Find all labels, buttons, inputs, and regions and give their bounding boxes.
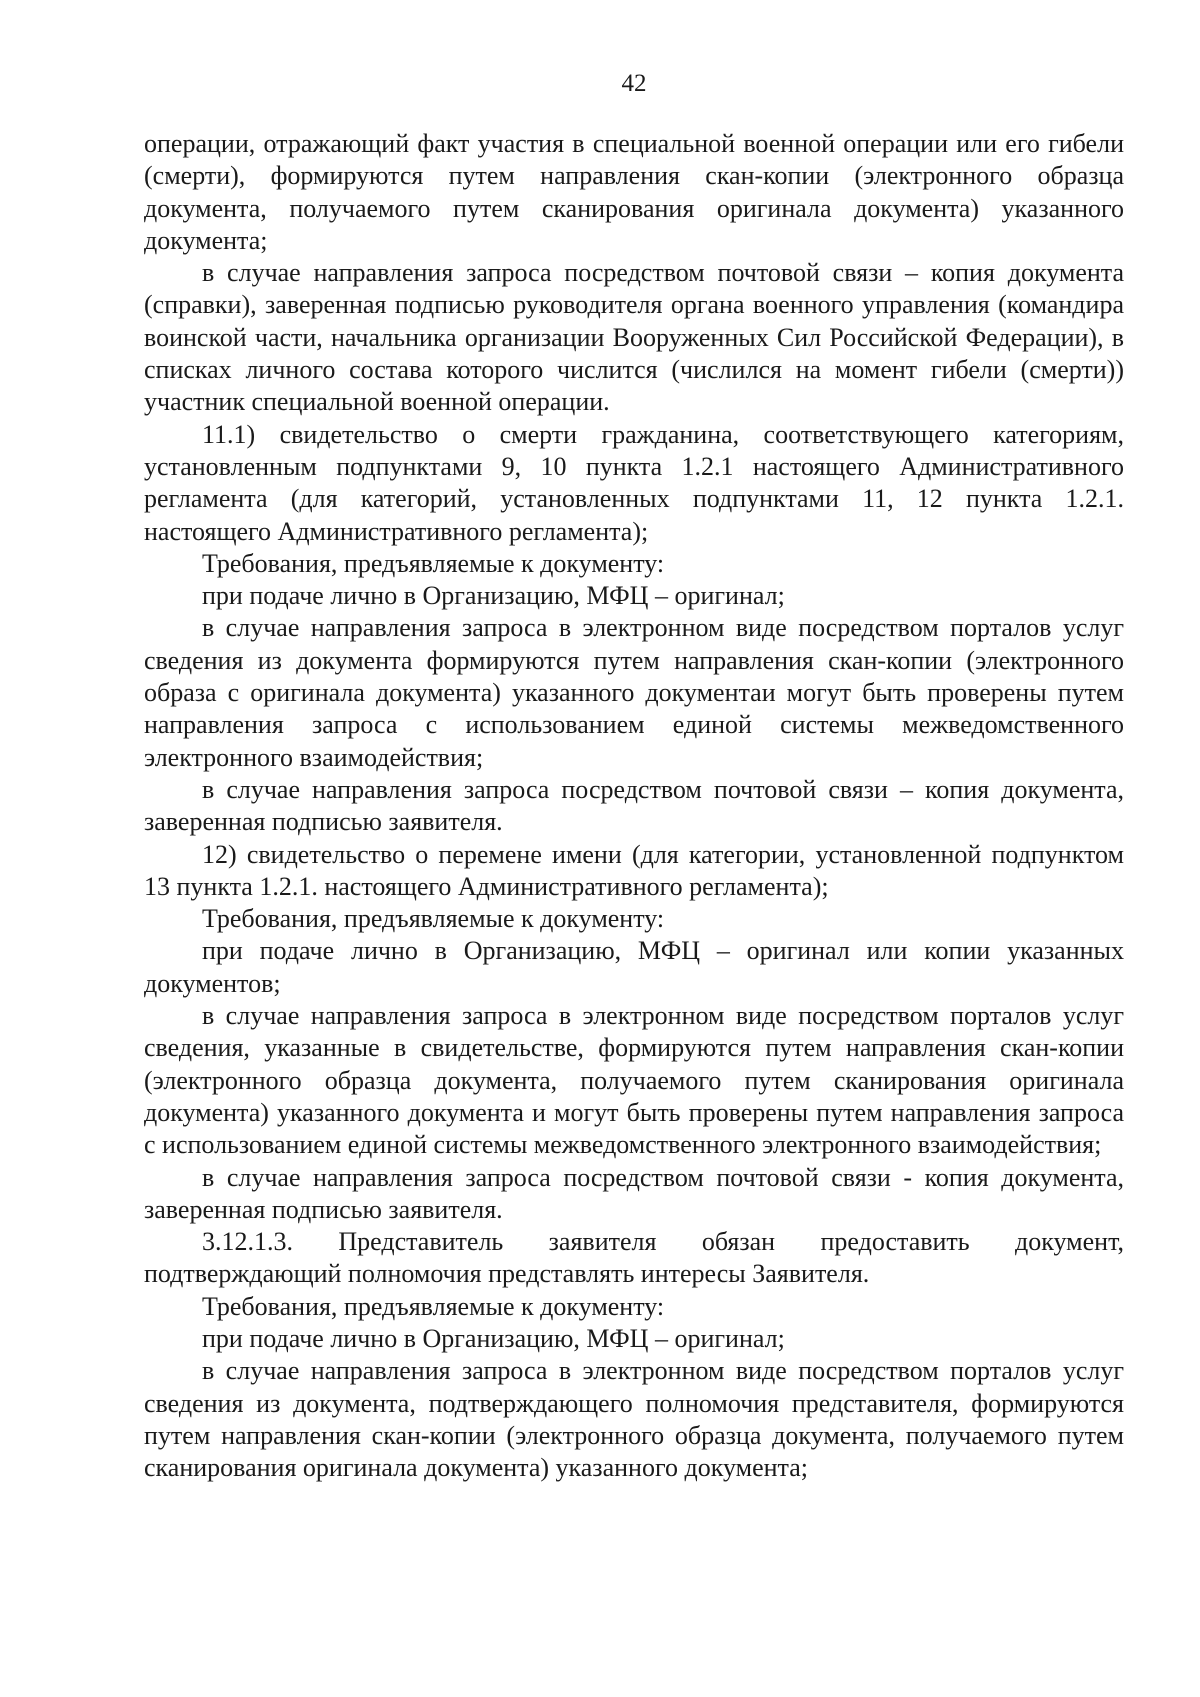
paragraph-postal-copy: в случае направления запроса посредством почтовой связи – копия документа, заверенная подписью заявителя.: [144, 774, 1124, 837]
paragraph-in-person-original: при подаче лично в Организацию, МФЦ – оригинал;: [202, 1323, 785, 1353]
paragraph-postal-copy-certificate: в случае направления запроса посредством почтовой связи – копия документа (справки), заверенная подписью руководителя органа военного управления (командира воинской части, начальника организации Вооруженных Сил Российской Федерации), в списках личного состава которого числится (числился на момент гибели (смерти)) участник специальной военной операции.: [144, 258, 1124, 417]
paragraph-item-3-12-1-3: 3.12.1.3. Представитель заявителя обязан предоставить документ, подтверждающий полномочия представлять интересы Заявителя.: [144, 1227, 1124, 1289]
paragraph-requirements-heading: Требования, предъявляемые к документу:: [202, 548, 665, 578]
paragraph-in-person-original-or-copies: при подаче лично в Организацию, МФЦ – оригинал или копии указанных документов;: [144, 936, 1124, 998]
paragraph-electronic-submission: в случае направления запроса в электронном виде посредством порталов услуг сведения из документа, подтверждающего полномочия представителя, формируются путем направления скан-копии (электронного образца документа, получаемого путем сканирования оригинала документа) указанного документа;: [144, 1356, 1124, 1483]
paragraph-requirements-heading: Требования, предъявляемые к документу:: [202, 1291, 665, 1321]
paragraph-item-12: 12) свидетельство о перемене имени (для категории, установленной подпунктом 13 пункта 1.2.1. настоящего Административного регламента);: [144, 839, 1124, 901]
paragraph-electronic-submission: в случае направления запроса в электронном виде посредством порталов услуг сведения, указанные в свидетельстве, формируются путем направления скан-копии (электронного образца документа, получаемого путем сканирования оригинала документа) указанного документа и могут быть проверены путем направления запроса с использованием единой системы межведомственного электронного взаимодействия;: [144, 1001, 1124, 1160]
document-body: [144, 128, 1124, 1484]
paragraph-continuation: операции, отражающий факт участия в специальной военной операции или его гибели (смерти), формируются путем направления скан-копии (электронного образца документа, получаемого путем сканирования оригинала документа) указанного документа;: [144, 129, 1124, 255]
paragraph-postal-copy: в случае направления запроса посредством почтовой связи - копия документа, заверенная подписью заявителя.: [144, 1162, 1124, 1224]
paragraph-requirements-heading: Требования, предъявляемые к документу:: [202, 904, 665, 934]
page-number: 42: [621, 70, 647, 97]
paragraph-item-11-1: 11.1) свидетельство о смерти гражданина, соответствующего категориям, установленным подпунктами 9, 10 пункта 1.2.1 настоящего Административного регламента (для категорий, установленных подпунктами 11, 12 пункта 1.2.1. настоящего Административного регламента);: [144, 419, 1124, 546]
paragraph-in-person-original: при подаче лично в Организацию, МФЦ – оригинал;: [202, 581, 785, 611]
paragraph-electronic-submission: в случае направления запроса в электронном виде посредством порталов услуг сведения из документа формируются путем направления скан-копии (электронного образа с оригинала документа) указанного документаи могут быть проверены путем направления запроса с использованием единой системы межведомственного электронного взаимодействия;: [144, 613, 1124, 772]
